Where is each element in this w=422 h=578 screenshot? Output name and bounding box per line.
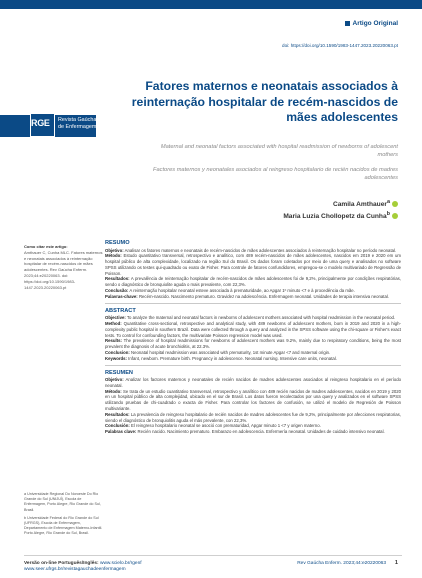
resumo-resultados: A prevalência de reinternação hospitalar de recém-nascidos de mães adolescentes foi de 9,2%, principalmente por condições respiratórias, sendo o diagnóstico de bronquiolite aguda o mais prevalente, com 22,3%.	[105, 276, 401, 288]
resumen-metodo-label: Método:	[105, 388, 122, 394]
footer-url-2[interactable]: www.seer.ufrgs.br/revistagauchadeenfermagem	[24, 566, 126, 572]
abstract-objective: To analyze the maternal and neonatal factors in newborns of adolescent mothers associated with hospital readmission in the neonatal period.	[126, 315, 396, 321]
footer-citation: Rev Gaúcha Enferm. 2023;44:e20220063	[297, 561, 386, 566]
author-1	[283, 198, 398, 210]
footer-divider	[24, 555, 402, 556]
footer-label: Versão on-line Português/Inglês:	[24, 561, 99, 566]
resumen-resultados-label: Resultados:	[105, 411, 130, 417]
abstract-conclusion-label: Conclusion:	[105, 349, 130, 355]
abstract-keywords-label: Keywords:	[105, 355, 127, 361]
abstract-method: Quantitative cross-sectional, retrospective and analytical study, with 489 newborns of adolescent mothers, born in 2019 and 2020 in a high-complexity public hospital in southern Brazil. Data were collected through a query and analyzed in the SPSS software using the chi-square or Fisher's exact tests. To control for confounding factors, the multivariate Poisson regression model was used.	[105, 320, 401, 338]
journal-name	[58, 117, 96, 130]
resumo-metodo: Estudo quantitativo transversal, retrospectivo e analítico, com 489 recém-nascidos de mães adolescentes, nascidos em 2019 e 2020 em um hospital público de alta complexidade, localizado na região Sul do Brasil. Os dados foram coletados por meio de uma query e analisados no software SPSS utilizando os testes qui-quadrado ou exato de Fisher. Para controle de fatores confundidores, empregou-se o modelo multivariado de Regressão de Poisson.	[105, 253, 401, 276]
abstract-body	[105, 315, 401, 361]
resumo-section	[105, 240, 401, 304]
journal-name-line1: Revista Gaúcha	[58, 117, 97, 123]
author-1-sup: a	[386, 199, 390, 205]
page-number: 1	[394, 560, 398, 566]
author-2-sup: b	[386, 210, 390, 217]
orcid-icon[interactable]	[392, 201, 398, 207]
affiliations	[24, 492, 104, 540]
resumo-palavras: Recém-nascido. Nascimento prematuro. Gravidez na adolescência. Enfermagem neonatal. Unidades de terapia intensiva neonatal.	[138, 293, 390, 299]
orcid-icon[interactable]	[392, 213, 398, 219]
author-2-name[interactable]: Maria Luzia Chollopetz da Cunha	[283, 213, 387, 221]
cite-text: Amthauer C, Cunha MLC. Fatores maternos e neonatais associados à reinternação hospitalar de recém-nascidos de mães adolescentes. Rev Gaúcha Enferm. 2023;44:e20220063. doi: https://doi.org/10.1590/1983-1447.2023.20220063.pt	[24, 249, 103, 290]
abstract-method-label: Method:	[105, 320, 122, 326]
abstracts-column	[105, 240, 401, 442]
resumen-resultados: La prevalencia de reingreso hospitalario de recién nacidos de madres adolescentes fue de 9,2%, principalmente por afecciones respiratorias, siendo el diagnóstico de bronquiolitis aguda el más prevalente, con 22,3%.	[105, 411, 401, 423]
abstract-results-label: Results:	[105, 338, 122, 344]
affiliation-b: b Universidade Federal do Rio Grande do Sul (UFRGS), Escola de Enfermagem, Departamento de Enfermagem Materno-Infantil. Porto Alegre, Rio Grande do Sul, Brasil.	[24, 515, 103, 536]
abstract-results: The prevalence of hospital readmissions for newborns of adolescent mothers was 9.2%, mainly due to respiratory conditions, being the most prevalent the diagnosis of acute bronchiolitis, at 22.3%.	[105, 338, 401, 350]
resumen-objetivo: Analizar los factores maternos y neonatales de recién nacidos de madres adolescentes asociados al reingreso hospitalario en el período neonatal.	[105, 377, 401, 388]
affiliation-a: a Universidade Regional Do Noroeste Do Rio Grande do Sul (UNIJUÍ), Escola de Enfermagem, Porto Alegre, Rio Grande do Sul, Brasil.	[24, 492, 101, 512]
author-1-name[interactable]: Camila Amthauer	[332, 201, 387, 209]
resumo-conclusao: A reinternação hospitalar neonatal esteve associada à prematuridade, ao Apgar 1º minuto <7 e à procedência da mãe.	[129, 288, 355, 294]
abstract-heading: ABSTRACT	[105, 307, 136, 314]
journal-name-line2: de Enfermagem	[58, 123, 97, 130]
author-list	[283, 198, 398, 222]
how-to-cite	[24, 244, 104, 290]
resumen-conclusion-label: Conclusión:	[105, 423, 130, 429]
abstract-conclusion: Neonatal hospital readmission was associated with prematurity, 1st minute Apgar <7 and maternal origin.	[131, 349, 331, 355]
title-english: Maternal and neonatal factors associated with hospital readmission of newborns of adolescent mothers	[160, 144, 398, 158]
title-spanish: Factores maternos y neonatales asociados al reingreso hospitalario de recién nacidos de madres adolescentes	[152, 167, 398, 181]
resumo-palavras-label: Palavras-chave:	[105, 293, 138, 299]
resumen-body	[105, 377, 401, 435]
resumen-palabras-label: Palabras clave:	[105, 429, 137, 435]
article-title: Fatores maternos e neonatais associados à reinternação hospitalar de recém-nascidos de mães adolescentes	[131, 79, 398, 125]
resumo-objetivo: Analisar os fatores maternos e neonatais de recém-nascidos de mães adolescentes associados à reinternação hospitalar no período neonatal.	[124, 247, 397, 253]
abstract-objective-label: Objective:	[105, 315, 126, 321]
resumen-palabras: Recién nacido. Nacimiento prematuro. Embarazo en adolescencia. Enfermería neonatal. Unidades de cuidado intensivo neonatal.	[137, 429, 385, 435]
resumo-objetivo-label: Objetivo:	[105, 247, 124, 253]
resumen-metodo: Se trata de un estudio cuantitativo transversal, retrospectivo y analítico con 489 recién nacidos de madres adolescentes, nacidos en 2019 y 2020 en un hospital público de alta complejidad, ubicado en el sur de Brasil. Los datos fueron recolectados por una query y analizados en el software SPSS utilizando pruebas de chi-cuadrado o exacta de Fisher. Para controlar los factores de confusión, se utilizó el modelo de Regresión de Poisson multivariante.	[105, 388, 402, 412]
doi-link[interactable]: doi: https://doi.org/10.1590/1983-1447.2023.20220063.pt	[282, 43, 398, 48]
resumen-objetivo-label: Objetivo:	[105, 377, 124, 383]
journal-logo: RGE	[31, 118, 50, 128]
resumen-heading: RESUMEN	[105, 369, 133, 376]
resumen-section	[105, 370, 401, 438]
resumen-conclusion: El reingreso hospitalario neonatal se asoció con prematuridad, Apgar minuto 1 <7 y origen materno.	[131, 423, 321, 429]
square-bullet-icon	[345, 21, 350, 26]
cite-heading: Como citar este artigo:	[24, 244, 68, 249]
footer-online-version	[24, 561, 142, 572]
footer-url-1[interactable]: www.scielo.br/rgenf	[99, 561, 142, 566]
resumo-conclusao-label: Conclusão:	[105, 288, 129, 294]
abstract-section	[105, 308, 401, 366]
resumo-body	[105, 248, 401, 300]
article-type-text: Artigo Original	[352, 20, 398, 27]
article-type-label	[345, 20, 399, 27]
resumo-heading: RESUMO	[105, 240, 130, 246]
resumo-resultados-label: Resultados:	[105, 276, 130, 282]
author-2	[283, 210, 398, 222]
top-color-bar	[0, 0, 422, 9]
abstract-keywords: Infant, newborn. Premature birth. Pregnancy in adolescence. Neonatal nursing. Intensive care units, neonatal.	[128, 355, 337, 361]
resumo-metodo-label: Método:	[105, 253, 122, 259]
